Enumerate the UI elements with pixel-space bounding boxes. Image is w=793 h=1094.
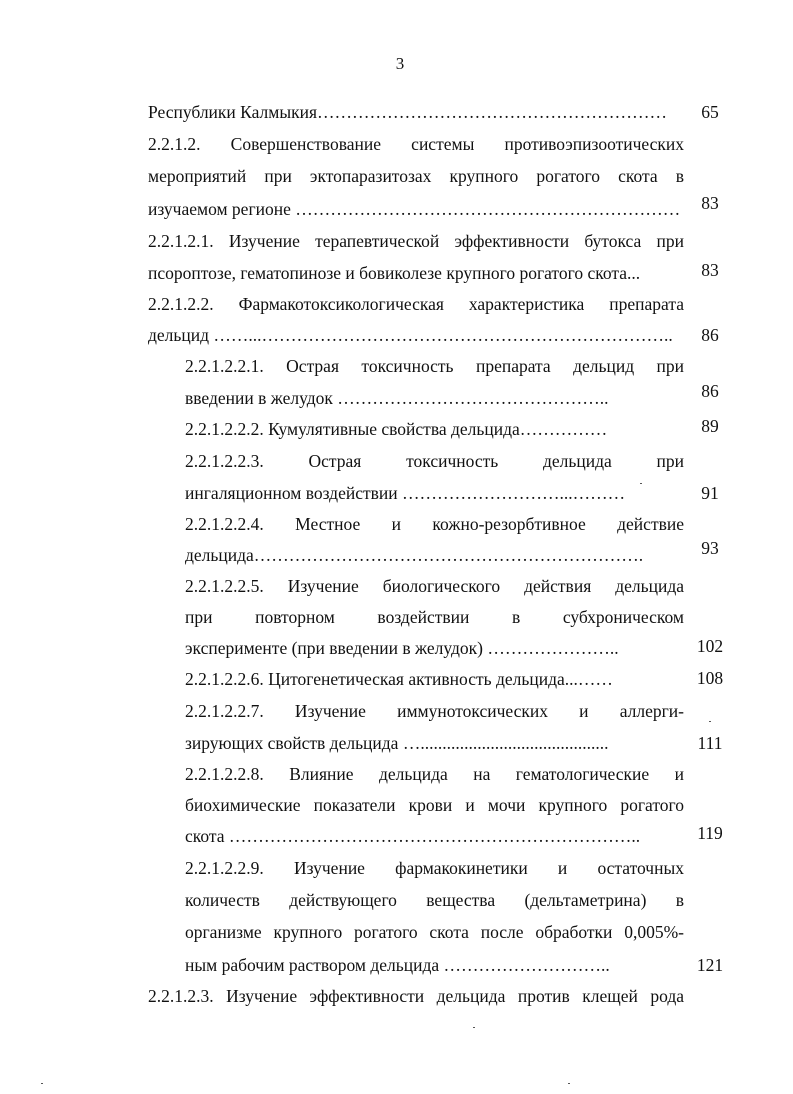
- scan-speck: [709, 721, 711, 722]
- toc-line: ингаляционном воздействии ………………………...………: [185, 483, 626, 503]
- toc-line: количеств действующего вещества (дельтаметрина) в: [185, 890, 684, 910]
- page-number: 3: [395, 54, 405, 73]
- toc-line: 2.2.1.2.2. Фармакотоксикологическая характеристика препарата: [148, 294, 684, 314]
- toc-line: 2.2.1.2.2.3. Острая токсичность дельцида при: [185, 451, 684, 471]
- toc-page-ref: 83: [701, 193, 719, 213]
- toc-line: дельцида………………………………………………………….: [185, 545, 644, 565]
- toc-line: мероприятий при эктопаразитозах крупного рогатого скота в: [148, 166, 684, 186]
- toc-line: 2.2.1.2.2.9. Изучение фармакокинетики и остаточных: [185, 858, 684, 878]
- toc-line: организме крупного рогатого скота после обработки 0,005%-: [185, 922, 684, 942]
- toc-page-ref: 93: [701, 538, 719, 558]
- toc-line: биохимические показатели крови и мочи крупного рогатого: [185, 795, 684, 815]
- toc-page-ref: 108: [696, 668, 724, 688]
- toc-line: изучаемом регионе …………………………………………………………: [148, 199, 681, 219]
- toc-line: 2.2.1.2.2.1. Острая токсичность препарата дельцид при: [185, 356, 684, 376]
- toc-line: ным рабочим раствором дельцида ………………………..: [185, 955, 610, 975]
- toc-page-ref: 83: [701, 260, 719, 280]
- toc-page-ref: 86: [701, 325, 719, 345]
- toc-line: 2.2.1.2.3. Изучение эффективности дельцида против клещей рода: [148, 986, 684, 1006]
- toc-page-ref: 91: [701, 483, 719, 503]
- scan-speck: [568, 1083, 570, 1084]
- toc-line: введении в желудок ………………………………………..: [185, 388, 609, 408]
- toc-line: 2.2.1.2.2.5. Изучение биологического действия дельцида: [185, 576, 684, 596]
- toc-page-ref: 65: [701, 102, 719, 122]
- toc-line: 2.2.1.2.2.7. Изучение иммунотоксических и аллерги-: [185, 701, 684, 721]
- scan-speck: [41, 1083, 43, 1084]
- toc-page-ref: 86: [701, 381, 719, 401]
- toc-page-ref: 111: [697, 733, 723, 753]
- scan-speck: [640, 483, 642, 484]
- toc-line: Республики Калмыкия……………………………………………………: [148, 102, 668, 122]
- toc-line: при повторном воздействии в субхроническом: [185, 607, 684, 627]
- toc-line: дельцид ……...……………………………………………………………..: [148, 325, 673, 345]
- toc-line: эксперименте (при введении в желудок) …………………..: [185, 638, 619, 658]
- toc-line: 2.2.1.2.2.8. Влияние дельцида на гематологические и: [185, 764, 684, 784]
- toc-line: 2.2.1.2.2.6. Цитогенетическая активность дельцида...……: [185, 669, 613, 689]
- toc-page-ref: 121: [696, 955, 724, 975]
- toc-line: 2.2.1.2.1. Изучение терапевтической эффективности бутокса при: [148, 231, 684, 251]
- toc-line: 2.2.1.2.2.2. Кумулятивные свойства дельцида……………: [185, 419, 608, 439]
- toc-line: 2.2.1.2.2.4. Местное и кожно-резорбтивное действие: [185, 514, 684, 534]
- toc-line: псороптозе, гематопинозе и бовиколезе крупного рогатого скота...: [148, 263, 641, 283]
- toc-page-ref: 102: [696, 636, 724, 656]
- toc-page-ref: 119: [697, 823, 723, 843]
- scan-speck: [473, 1027, 475, 1028]
- toc-line: скота ……………………………………………………………..: [185, 826, 641, 846]
- toc-line: 2.2.1.2. Совершенствование системы противоэпизоотических: [148, 134, 684, 154]
- toc-page-ref: 89: [701, 416, 719, 436]
- toc-line: зирующих свойств дельцида …...........................................: [185, 733, 609, 753]
